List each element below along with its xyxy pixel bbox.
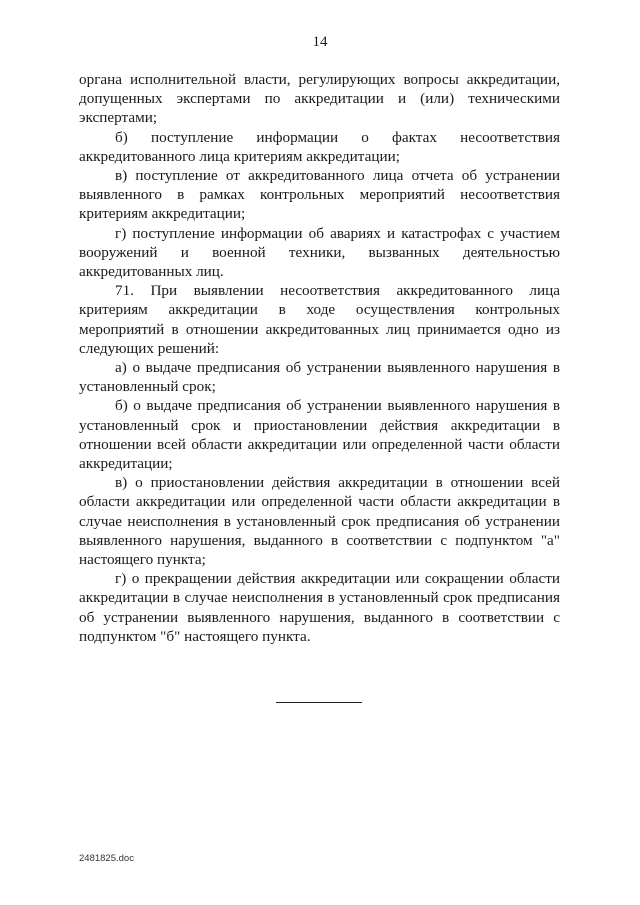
paragraph-71-v: в) о приостановлении действия аккредитации в отношении всей области аккредитации или определенной части области аккредитации в случае неисполнения в установленный срок предписания об устранении выявленного нарушения, выданного в соответствии с подпунктом "а" настоящего пункта; [79, 474, 560, 569]
paragraph-item-b: б) поступление информации о фактах несоответствия аккредитованного лица критериям аккредитации; [79, 128, 560, 165]
paragraph-item-g: г) поступление информации об авариях и катастрофах с участием вооружений и военной техники, вызванных деятельностью аккредитованных лиц. [79, 224, 560, 281]
paragraph-item-v: в) поступление от аккредитованного лица отчета об устранении выявленного в рамках контрольных мероприятий несоответствия критериям аккредитации; [79, 167, 560, 223]
end-separator-line [276, 702, 362, 703]
paragraph-71-b: б) о выдаче предписания об устранении выявленного нарушения в установленный срок и приостановлении действия аккредитации в отношении всей области аккредитации или определенной части области аккредитации; [79, 397, 560, 473]
page-number: 14 [312, 34, 328, 50]
paragraph-continuation: органа исполнительной власти, регулирующих вопросы аккредитации, допущенных экспертами по аккредитации и (или) техническими экспертами; [79, 71, 560, 127]
paragraph-71: 71. При выявлении несоответствия аккредитованного лица критериям аккредитации в ходе осуществления контрольных мероприятий в отношении аккредитованных лиц принимается одно из следующих решений: [79, 282, 560, 357]
footer-filename: 2481825.doc [79, 853, 134, 864]
paragraph-71-g: г) о прекращении действия аккредитации или сокращении области аккредитации в случае неисполнения в установленный срок предписания об устранении выявленного нарушения, выданного в соответствии с подпунктом "б" настоящего пункта. [79, 570, 560, 645]
document-body [79, 70, 560, 646]
paragraph-71-a: а) о выдаче предписания об устранении выявленного нарушения в установленный срок; [79, 359, 560, 396]
